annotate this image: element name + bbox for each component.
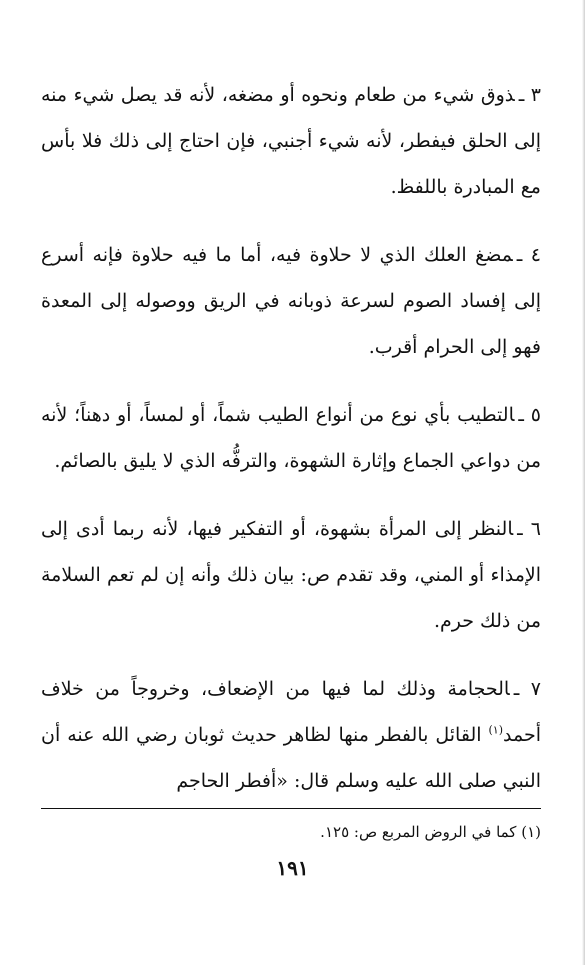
paragraph-text: ذوق شيء من طعام ونحوه أو مضغه، لأنه قد يصل شيء منه إلى الحلق فيفطر، لأنه شيء أجنبي، فإن احتاج إلى ذلك فلا بأس مع المبادرة باللفظ. <box>41 84 541 198</box>
main-text <box>41 72 541 826</box>
paragraph-text-before: الحجامة وذلك لما فيها من الإضعاف، وخروجاً من خلاف أحمد <box>41 678 541 746</box>
paragraph-text: النظر إلى المرأة بشهوة، أو التفكير فيها، لأنه ربما أدى إلى الإمذاء أو المني، وقد تقدم ص: بيان ذلك وأنه إن لم تعم السلامة من ذلك حرم. <box>41 518 541 632</box>
footnote-divider <box>41 808 541 809</box>
paragraph-5 <box>41 392 541 484</box>
item-number: ٧ ـ <box>513 678 541 700</box>
page-number: ١٩١ <box>276 856 309 880</box>
footnote: (١) كما في الروض المربع ص: ١٢٥. <box>320 823 541 841</box>
paragraph-6 <box>41 506 541 644</box>
item-number: ٣ ـ <box>518 84 541 106</box>
paragraph-4 <box>41 232 541 370</box>
paragraph-text: مضغ العلك الذي لا حلاوة فيه، أما ما فيه حلاوة فإنه أسرع إلى إفساد الصوم لسرعة ذوبانه في الريق ووصوله إلى المعدة فهو إلى الحرام أقرب. <box>41 244 541 358</box>
paragraph-text: التطيب بأي نوع من أنواع الطيب شماً، أو لمساً، أو دهناً؛ لأنه من دواعي الجماع وإثارة الشهوة، والترفُّه الذي لا يليق بالصائم. <box>41 404 541 472</box>
paragraph-text-after: القائل بالفطر منها لظاهر حديث ثوبان رضي الله عنه أن النبي صلى الله عليه وسلم قال: «أفطر الحاجم <box>41 724 541 792</box>
footnote-reference: (١) <box>488 723 504 737</box>
paragraph-3 <box>41 72 541 210</box>
item-number: ٤ ـ <box>516 244 542 266</box>
paragraph-7 <box>41 666 541 804</box>
item-number: ٥ ـ <box>518 404 542 426</box>
item-number: ٦ ـ <box>517 518 541 540</box>
